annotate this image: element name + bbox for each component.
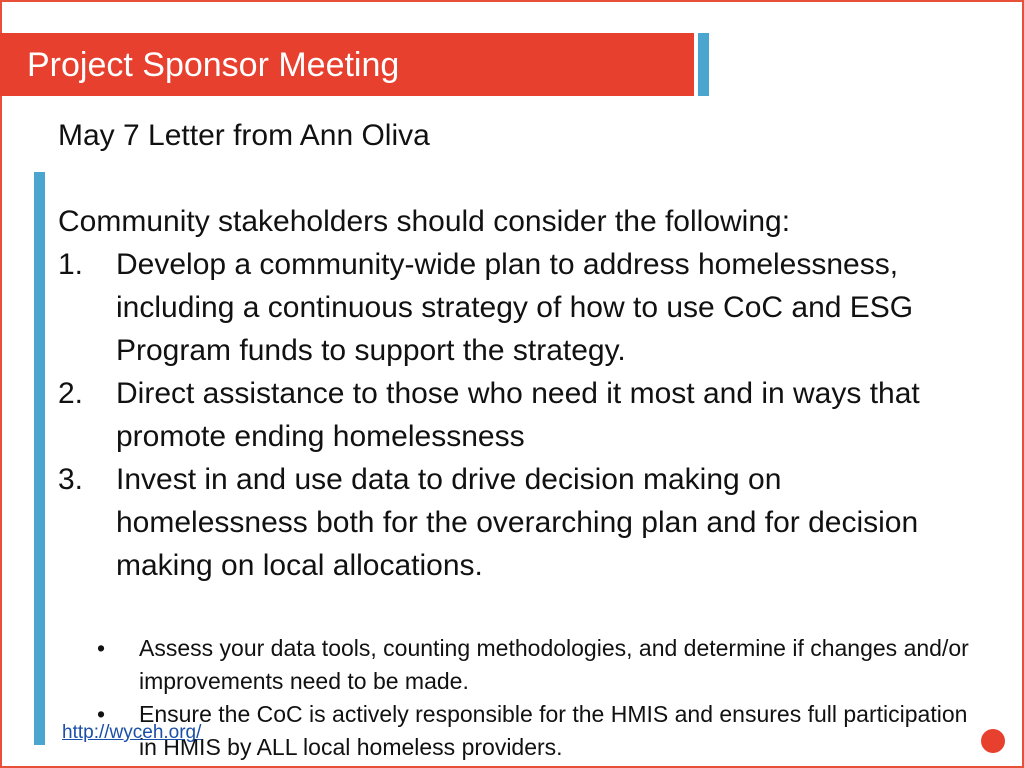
list-item-text: Invest in and use data to drive decision making on homelessness both for the overarching plan and for decision making on local allocations.: [116, 463, 919, 582]
bullet-list: [92, 632, 972, 764]
list-item: [58, 372, 978, 458]
bullet-item: [92, 632, 972, 698]
bullet-text: Assess your data tools, counting methodologies, and determine if changes and/or improvements need to be made.: [139, 635, 969, 694]
list-number: 3.: [58, 463, 84, 496]
intro-text: Community stakeholders should consider the following:: [58, 205, 791, 238]
list-item: [58, 458, 978, 587]
list-number: 1.: [58, 248, 84, 281]
slide-dot-icon: [981, 729, 1005, 753]
slide-title: Project Sponsor Meeting: [27, 46, 400, 84]
title-bar: [0, 33, 694, 96]
spacer: [58, 157, 978, 200]
bullet-text: Ensure the CoC is actively responsible for the HMIS and ensures full participation in HMIS by ALL local homeless providers.: [139, 701, 968, 760]
bullet-marker: •: [97, 701, 106, 727]
list-number: 2.: [58, 377, 84, 410]
bullet-marker: •: [97, 635, 106, 661]
wyceh-link[interactable]: http://wyceh.org/: [62, 722, 202, 743]
list-item-text: Develop a community-wide plan to address homelessness, including a continuous strategy of how to use CoC and ESG Program funds to support the strategy.: [116, 248, 914, 367]
list-item-text: Direct assistance to those who need it most and in ways that promote ending homelessness: [116, 377, 920, 453]
slide-body: [58, 114, 978, 587]
bullet-item: [92, 698, 972, 764]
letter-heading: May 7 Letter from Ann Oliva: [58, 119, 430, 152]
title-accent-bar: [698, 33, 709, 96]
numbered-list: [58, 243, 978, 587]
side-accent-bar: [34, 172, 45, 745]
list-item: [58, 243, 978, 372]
